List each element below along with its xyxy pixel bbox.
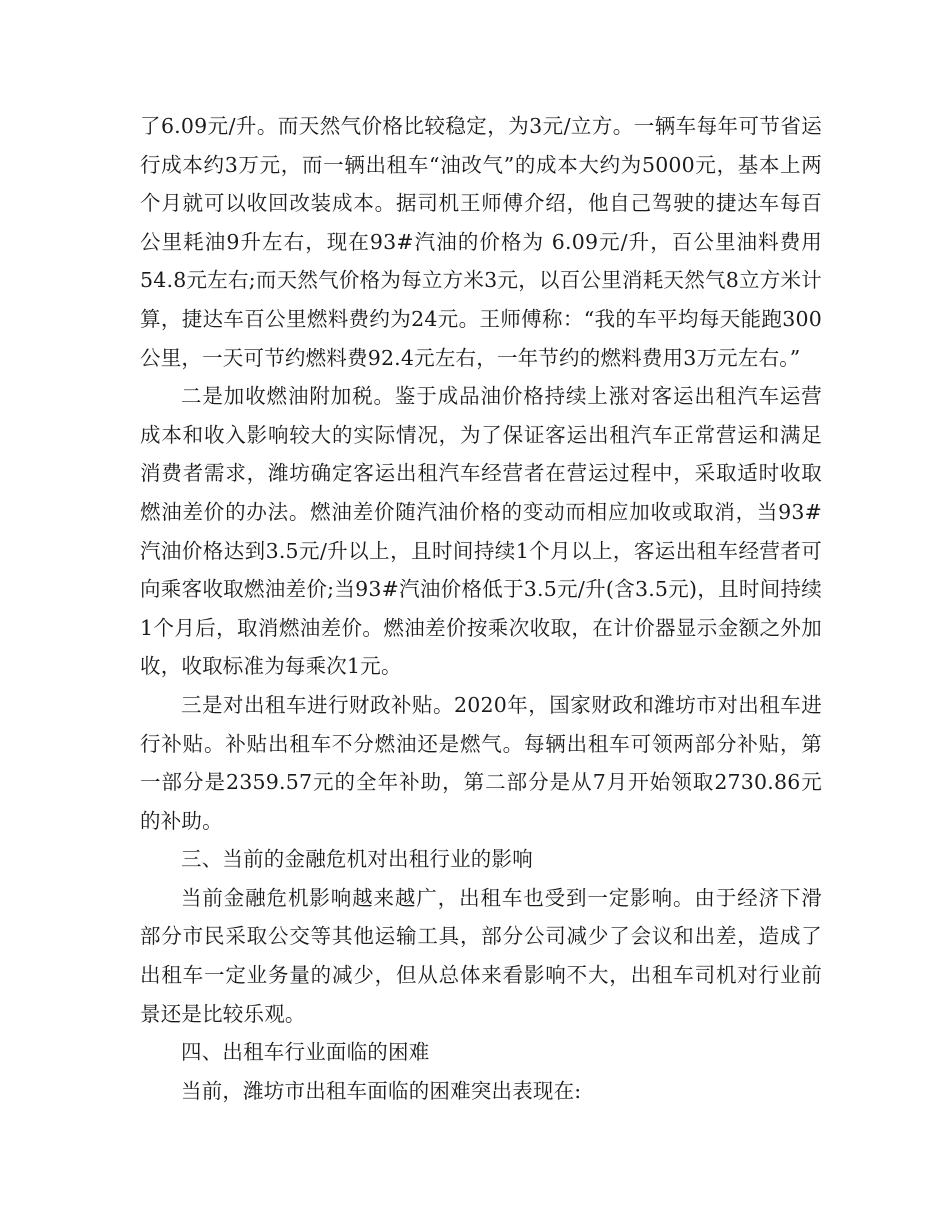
document-body <box>140 107 822 1110</box>
section-heading-financial-crisis: 三、当前的金融危机对出租行业的影响 <box>181 847 533 872</box>
paragraph-difficulties-intro: 当前，潍坊市出租车面临的困难突出表现在: <box>181 1078 582 1103</box>
paragraph-fiscal-subsidy: 三是对出租车进行财政补贴。2020年，国家财政和潍坊市对出租车进行补贴。补贴出租车不分燃油还是燃气。每辆出租车可领两部分补贴，第一部分是2359.57元的全年补助，第二部分是从7月开始领取2730.86元的补助。 <box>140 692 822 833</box>
section-heading-industry-difficulties: 四、出租车行业面临的困难 <box>181 1040 430 1065</box>
paragraph-financial-crisis-impact: 当前金融危机影响越来越广，出租车也受到一定影响。由于经济下滑部分市民采取公交等其他运输工具，部分公司减少了会议和出差，造成了出租车一定业务量的减少，但从总体来看影响不大，出租车司机对行业前景还是比较乐观。 <box>140 885 822 1026</box>
paragraph-fuel-cost-savings: 了6.09元/升。而天然气价格比较稳定，为3元/立方。一辆车每年可节省运行成本约3万元，而一辆出租车“油改气”的成本大约为5000元，基本上两个月就可以收回改装成本。据司机王师傅介绍，他自己驾驶的捷达车每百公里耗油9升左右，现在93#汽油的价格为 6.09元/升，百公里油料费用54.8元左右;而天然气价格为每立方米3元，以百公里消耗天然气8立方米计算，捷达车百公里燃料费约为24元。王师傅称：“我的车平均每天能跑300公里，一天可节约燃料费92.4元左右，一年节约的燃料费用3万元左右。” <box>140 114 822 370</box>
paragraph-fuel-surcharge: 二是加收燃油附加税。鉴于成品油价格持续上涨对客运出租汽车运营成本和收入影响较大的实际情况，为了保证客运出租汽车正常营运和满足消费者需求，潍坊确定客运出租汽车经营者在营运过程中，采取适时收取燃油差价的办法。燃油差价随汽油价格的变动而相应加收或取消，当93#汽油价格达到3.5元/升以上，且时间持续1个月以上，客运出租车经营者可向乘客收取燃油差价;当93#汽油价格低于3.5元/升(含3.5元)，且时间持续1个月后，取消燃油差价。燃油差价按乘次收取，在计价器显示金额之外加收，收取标准为每乘次1元。 <box>140 384 822 679</box>
